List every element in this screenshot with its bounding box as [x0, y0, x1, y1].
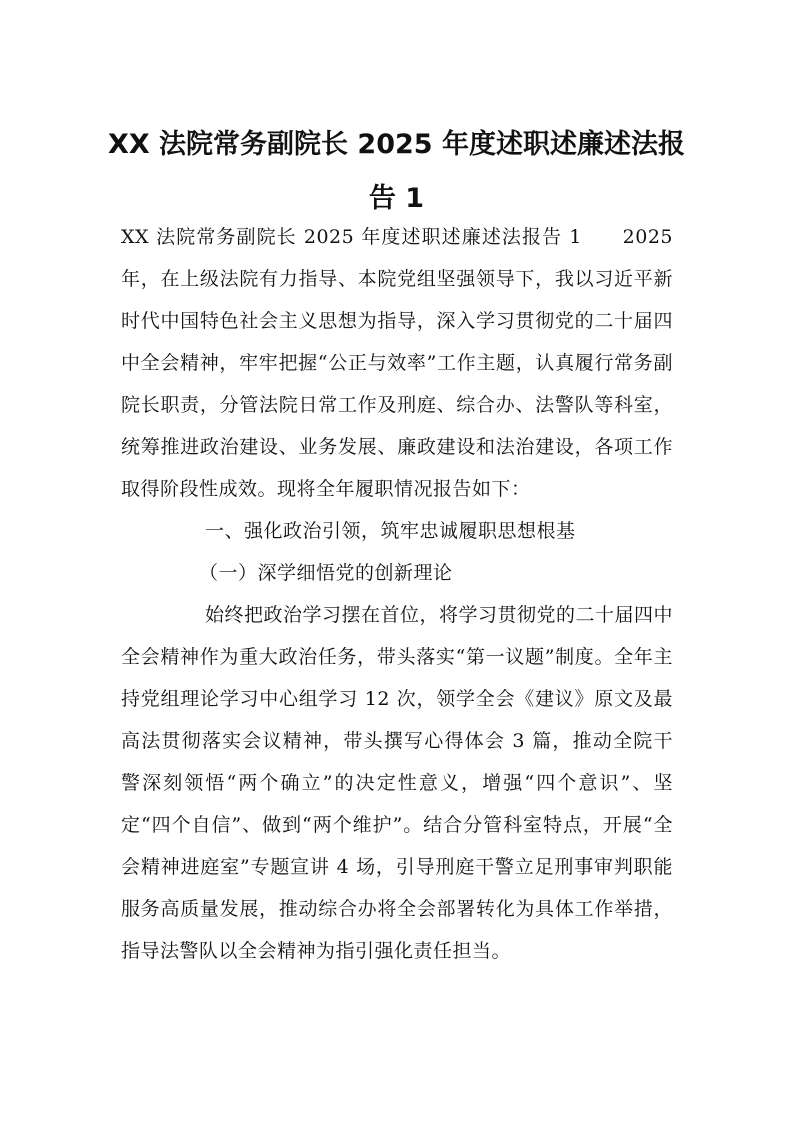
document-body — [121, 216, 673, 972]
body-paragraph: 始终把政治学习摆在首位，将学习贯彻党的二十届四中全会精神作为重大政治任务，带头落实“第一议题”制度。全年主持党组理论学习中心组学习 12 次，领学全会《建议》原文及最高法贯彻落实会议精神，带头撰写心得体会 3 篇，推动全院干警深刻领悟“两个确立”的决定性意义，增强“四个意识”、坚定“四个自信”、做到“两个维护”。结合分管科室特点，开展“全会精神进庭室”专题宣讲 4 场，引导刑庭干警立足刑事审判职能服务高质量发展，推动综合办将全会部署转化为具体工作举措，指导法警队以全会精神为指引强化责任担当。 — [121, 604, 674, 962]
section-heading-1: 一、强化政治引领，筑牢忠诚履职思想根基 — [205, 520, 576, 542]
intro-paragraph: XX 法院常务副院长 2025 年度述职述廉述法报告 1 2025 年，在上级法院有力指导、本院党组坚强领导下，我以习近平新时代中国特色社会主义思想为指导，深入学习贯彻党的二十届四中全会精神，牢牢把握“公正与效率”工作主题，认真履行常务副院长职责，分管法院日常工作及刑庭、综合办、法警队等科室，统筹推进政治建设、业务发展、廉政建设和法治建设，各项工作取得阶段性成效。现将全年履职情况报告如下： — [121, 226, 673, 500]
document-title: XX 法院常务副院长 2025 年度述职述廉述法报告 1 — [108, 129, 685, 214]
subsection-heading-1: （一）深学细悟党的创新理论 — [199, 562, 453, 584]
